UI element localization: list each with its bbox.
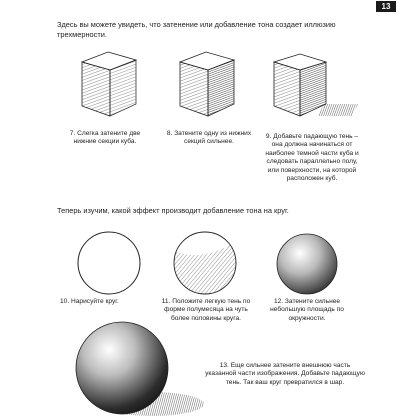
caption-step11: 11. Положите легкую тень по форме полумесяца на чуть более половины круга. <box>161 298 251 322</box>
circle-illustration-step10 <box>76 230 142 296</box>
section-heading-circle: Теперь изучим, какой эффект производит добавление тона на круг. <box>57 206 289 215</box>
cube-illustration-step9 <box>262 50 362 122</box>
caption-step8: 8. Затените одну из нижних секций сильнее. <box>166 130 252 146</box>
page-number: 13 <box>376 1 396 12</box>
sphere-illustration-step12 <box>275 232 339 296</box>
sphere-illustration-step13 <box>60 318 210 418</box>
cube-illustration-step8 <box>174 48 244 120</box>
caption-step10: 10. Нарисуйте круг. <box>60 298 119 305</box>
sphere-illustration-step11 <box>172 230 238 296</box>
caption-step13: 13. Еще сильнее затените внешнюю часть указанной части изображения. Добавьте падающую тень. Так ваш круг превратился в шар. <box>205 362 365 386</box>
caption-step7: 7. Слегка затените две нижние секции куба. <box>69 130 141 146</box>
caption-step12: 12. Затените сильнее небольшую площадь по окружности. <box>270 298 344 322</box>
intro-text: Здесь вы можете увидеть, что затенение или добавление тона создает иллюзию трехмерности. <box>57 20 336 39</box>
cube-illustration-step7 <box>74 48 144 120</box>
caption-step9: 9. Добавьте падающую тень – она должна начинаться от наиболее темной части куба и следовать параллельно полу, или поверхности, на которой расположен куб. <box>265 133 359 183</box>
